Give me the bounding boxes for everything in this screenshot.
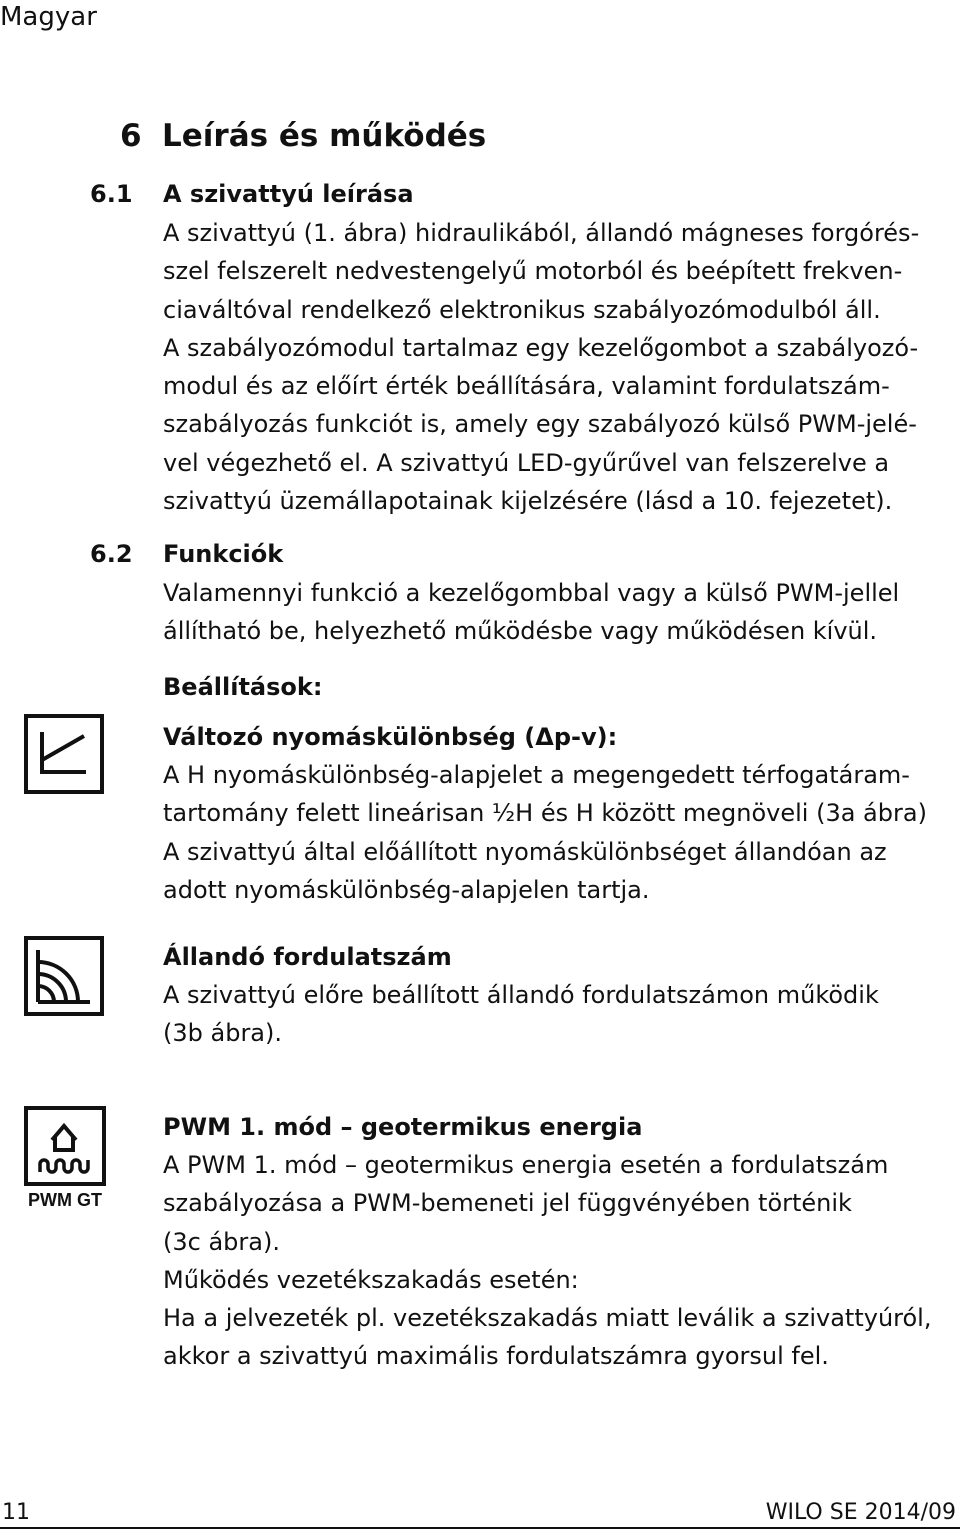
constant-speed-icon (24, 936, 104, 1020)
body-line: szabályozás funkciót is, amely egy szabályozó külső PWM-jelé- (163, 410, 917, 439)
pwm-geothermal-icon (24, 1106, 106, 1214)
body-line: Valamennyi funkció a kezelőgombbal vagy a külső PWM-jellel (163, 579, 900, 607)
body-line: A szivattyú által előállított nyomáskülönbséget állandóan az (163, 837, 887, 866)
body-line: A PWM 1. mód – geotermikus energia esetén a fordulatszám (163, 1151, 889, 1179)
pwm-icon-label: PWM GT (28, 1190, 102, 1210)
body-line: (3c ábra). (163, 1227, 280, 1256)
body-line: A szivattyú előre beállított állandó fordulatszámon működik (163, 981, 879, 1009)
body-line: szivattyú üzemállapotainak kijelzésére (lásd a 10. fejezetet). (163, 487, 893, 516)
section-number-6-1: 6.1 (90, 180, 133, 208)
variable-differential-pressure-icon (24, 714, 104, 798)
body-line: A H nyomáskülönbség-alapjelet a megengedett térfogatáram- (163, 761, 910, 789)
body-line: állítható be, helyezhető működésbe vagy működésen kívül. (163, 617, 878, 646)
body-line: szel felszerelt nedvestengelyű motorból és beépített frekven- (163, 257, 903, 286)
body-line: Ha a jelvezeték pl. vezetékszakadás miatt leválik a szivattyúról, (163, 1304, 932, 1333)
section-title-6-1: A szivattyú leírása (163, 180, 414, 208)
settings-heading: Beállítások: (163, 673, 323, 701)
body-line: szabályozása a PWM-bemeneti jel függvényében történik (163, 1189, 852, 1218)
page-number: 11 (2, 1500, 30, 1525)
chapter-title: Leírás és működés (162, 118, 487, 154)
mode-title-constant: Állandó fordulatszám (163, 943, 452, 971)
body-line: vel végezhető el. A szivattyú LED-gyűrűvel van felszerelve a (163, 448, 890, 477)
body-line: (3b ábra). (163, 1019, 283, 1048)
section-6-1-body (163, 214, 960, 520)
section-number-6-2: 6.2 (90, 540, 133, 568)
chapter-heading (120, 118, 486, 154)
section-6-2-body (163, 574, 960, 651)
footer-rule (0, 1527, 960, 1529)
mode-body-pwm (163, 1146, 960, 1376)
language-label: Magyar (0, 2, 97, 32)
body-line: adott nyomáskülönbség-alapjelen tartja. (163, 875, 650, 904)
body-line: modul és az előírt érték beállítására, valamint fordulatszám- (163, 372, 890, 401)
body-line: A szivattyú (1. ábra) hidraulikából, állandó mágneses forgórés- (163, 219, 920, 247)
body-line: A szabályozómodul tartalmaz egy kezelőgombot a szabályozó- (163, 333, 919, 362)
chapter-number: 6 (120, 118, 142, 154)
section-title-6-2: Funkciók (163, 540, 284, 568)
body-line: akkor a szivattyú maximális fordulatszámra gyorsul fel. (163, 1342, 829, 1371)
mode-title-variable: Változó nyomáskülönbség (Δp-v): (163, 723, 618, 751)
body-line: Működés vezetékszakadás esetén: (163, 1265, 579, 1294)
body-line: ciaváltóval rendelkező elektronikus szabályozómodulból áll. (163, 295, 881, 324)
mode-title-pwm: PWM 1. mód – geotermikus energia (163, 1113, 643, 1141)
body-line: tartomány felett lineárisan ½H és H között megnöveli (3a ábra) (163, 799, 927, 828)
mode-body-variable (163, 756, 960, 909)
publisher-label: WILO SE 2014/09 (765, 1500, 956, 1525)
mode-body-constant (163, 976, 960, 1053)
